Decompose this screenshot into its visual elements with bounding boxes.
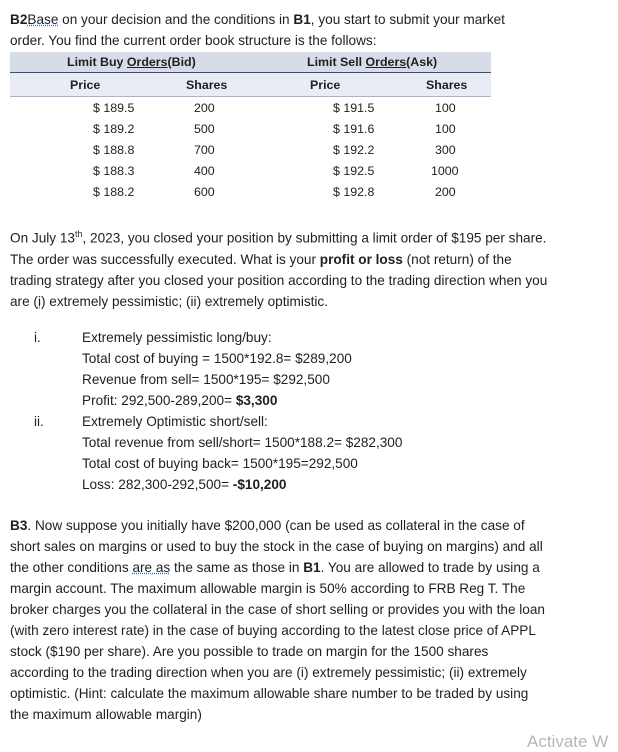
list-item: Total cost of buying = 1500*192.8= $289,200 <box>82 351 352 366</box>
list-item: Profit: 292,500-289,200= $3,300 <box>82 393 278 408</box>
ask-price-cell: $ 192.8 <box>333 185 375 199</box>
bid-price-cell: $ 189.5 <box>93 101 135 115</box>
ask-price-cell: $ 192.2 <box>333 143 375 157</box>
bid-price-header: Price <box>70 78 101 92</box>
bid-price-cell: $ 188.2 <box>93 185 135 199</box>
ask-price-header: Price <box>310 78 341 92</box>
table-row <box>10 183 491 204</box>
table-row <box>10 99 491 120</box>
order-book-table <box>10 52 491 215</box>
order-book-columns <box>10 73 491 97</box>
b3-line-3: the other conditions are as the same as those in B1. You are allowed to trade by using a <box>10 560 540 575</box>
ask-price-cell: $ 192.5 <box>333 164 375 178</box>
b2-ref: B1 <box>293 12 311 27</box>
answer-optimistic <box>82 411 402 495</box>
order-book-header <box>10 52 491 73</box>
ask-price-cell: $ 191.6 <box>333 122 375 136</box>
b3-line-7: stock ($190 per share). Are you possible to trade on margin for the 1500 shares <box>10 644 489 659</box>
bid-price-cell: $ 189.2 <box>93 122 135 136</box>
b3-line-4: margin account. The maximum allowable margin is 50% according to FRB Reg T. The <box>10 581 526 596</box>
question-line-4: are (i) extremely pessimistic; (ii) extremely optimistic. <box>10 293 329 309</box>
question-line-2: The order was successfully executed. What is your profit or loss (not return) of the <box>10 251 512 267</box>
b3-line-6: (with zero interest rate) in the case of buying according to the latest close price of APPL <box>10 623 536 638</box>
b2-intro <box>10 9 608 51</box>
ask-shares-header: Shares <box>426 78 468 92</box>
list-item: Total cost of buying back= 1500*195=292,500 <box>82 456 358 471</box>
question-line-3: trading strategy after you closed your position according to the trading direction when you <box>10 272 548 288</box>
question-line-1: On July 13th, 2023, you closed your position by submitting a limit order of $195 per share. <box>10 229 547 246</box>
ask-shares-cell: 200 <box>435 185 456 199</box>
b3-line-1: B3. Now suppose you initially have $200,000 (can be used as collateral in the case of <box>10 518 525 533</box>
b3-line-5: broker charges you the collateral in the case of short selling or provides you with the loan <box>10 602 545 617</box>
b3-paragraph <box>10 515 608 725</box>
ask-shares-cell: 100 <box>435 101 456 115</box>
bid-shares-cell: 700 <box>194 143 215 157</box>
list-item: Extremely pessimistic long/buy: <box>82 330 272 345</box>
bid-price-cell: $ 188.3 <box>93 164 135 178</box>
list-marker-i: i. <box>34 330 41 345</box>
table-row <box>10 141 491 162</box>
b2-base-word: Base <box>27 12 59 27</box>
ask-shares-cell: 1000 <box>431 164 459 178</box>
ask-shares-cell: 300 <box>435 143 456 157</box>
b3-line-9: optimistic. (Hint: calculate the maximum allowable share number to be traded by using <box>10 686 529 701</box>
b2-line1b-text: , you start to submit your market <box>310 12 505 27</box>
question-paragraph <box>10 224 608 312</box>
b2-line-1 <box>10 9 608 30</box>
list-item: Total revenue from sell/short= 1500*188.2= $282,300 <box>82 435 403 450</box>
bid-shares-cell: 500 <box>194 122 215 136</box>
list-item: Loss: 282,300-292,500= -$10,200 <box>82 477 287 492</box>
table-row <box>10 162 491 183</box>
bid-shares-cell: 600 <box>194 185 215 199</box>
order-book-body <box>10 97 491 215</box>
bid-shares-header: Shares <box>186 78 228 92</box>
b2-line1-text: on your decision and the conditions in <box>58 12 294 27</box>
bid-shares-cell: 200 <box>194 101 215 115</box>
bid-title: Limit Buy Orders(Bid) <box>67 55 196 69</box>
bid-price-cell: $ 188.8 <box>93 143 135 157</box>
ask-price-cell: $ 191.5 <box>333 101 375 115</box>
list-item: Revenue from sell= 1500*195= $292,500 <box>82 372 330 387</box>
table-row <box>10 120 491 141</box>
ask-title: Limit Sell Orders(Ask) <box>307 55 438 69</box>
b3-line-10: the maximum allowable margin) <box>10 707 202 722</box>
answer-pessimistic <box>82 327 352 411</box>
list-marker-ii: ii. <box>34 414 44 429</box>
b3-line-2: short sales on margins or used to buy the stock in the case of buying on margins) and all <box>10 539 543 554</box>
b2-label: B2 <box>10 12 28 27</box>
ask-shares-cell: 100 <box>435 122 456 136</box>
bid-shares-cell: 400 <box>194 164 215 178</box>
activate-watermark: Activate W <box>527 732 609 751</box>
list-item: Extremely Optimistic short/sell: <box>82 414 268 429</box>
b3-line-8: according to the trading direction when you are (i) extremely pessimistic; (ii) extremely <box>10 665 527 680</box>
b2-line-2: order. You find the current order book structure is the follows: <box>10 33 377 48</box>
